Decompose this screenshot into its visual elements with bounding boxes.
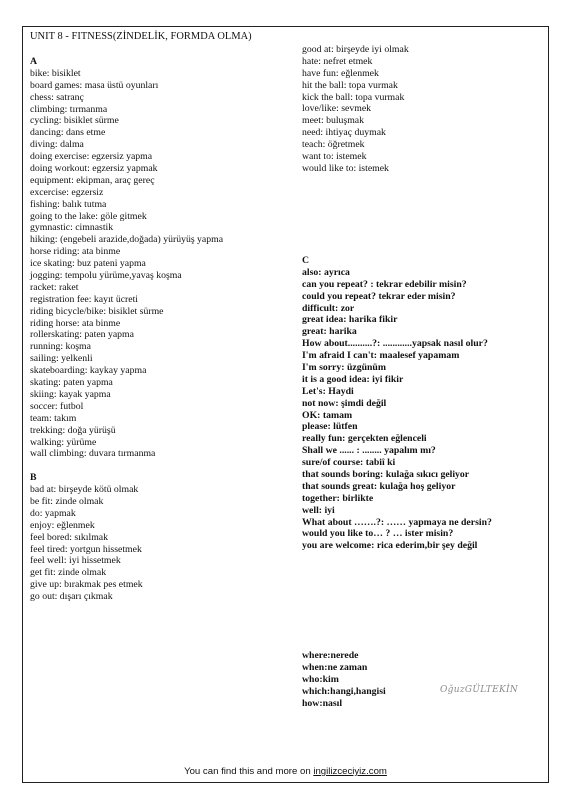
question-words-list — [302, 650, 386, 709]
phrase-item: OK: tamam — [302, 409, 353, 421]
unit-title: UNIT 8 - FITNESS(ZİNDELİK, FORMDA OLMA) — [30, 31, 252, 42]
vocab-item: rollerskating: paten yapma — [30, 329, 134, 341]
question-word-item: where:nerede — [302, 650, 359, 661]
vocab-item: running: koşma — [30, 341, 91, 353]
vocab-item: go out: dışarı çıkmak — [30, 591, 113, 603]
phrase-item: great: harika — [302, 326, 357, 338]
vocab-item: skateboarding: kaykay yapma — [30, 365, 147, 377]
vocab-item: skating: paten yapma — [30, 377, 113, 389]
vocab-item: do: yapmak — [30, 507, 76, 519]
phrase-item: could you repeat? tekrar eder misin? — [302, 290, 456, 302]
phrase-item: Shall we ...... : ........ yapalım mı? — [302, 445, 436, 457]
vocab-item: want to: istemek — [302, 151, 367, 163]
vocab-item: feel tired: yortgun hissetmek — [30, 543, 142, 555]
vocab-item: feel bored: sıkılmak — [30, 531, 108, 543]
phrase-item: that sounds boring: kulağa sıkıcı geliyor — [302, 469, 470, 481]
phrase-item: can you repeat? : tekrar edebilir misin? — [302, 278, 467, 290]
footer — [0, 766, 571, 777]
vocab-item: would like to: istemek — [302, 162, 389, 174]
question-word-item: how:nasıl — [302, 697, 343, 709]
vocab-item: bike: bisiklet — [30, 67, 81, 79]
phrase-item: sure/of course: tabiî ki — [302, 457, 396, 469]
phrase-item: great idea: harika fikir — [302, 314, 398, 326]
vocab-item: board games: masa üstü oyunları — [30, 79, 159, 91]
vocab-item: meet: buluşmak — [302, 115, 365, 127]
author-signature: OğuzGÜLTEKİN — [440, 685, 519, 695]
vocab-item: need: ihtiyaç duymak — [302, 127, 386, 139]
phrase-item: would you like to… ? … ister misin? — [302, 528, 454, 540]
phrase-item: it is a good idea: iyi fikir — [302, 373, 404, 385]
vocab-item: dancing: dans etme — [30, 127, 106, 139]
vocab-item: jogging: tempolu yürüme,yavaş koşma — [30, 270, 182, 282]
vocab-item: soccer: futbol — [30, 400, 84, 412]
vocab-item: team: takım — [30, 412, 77, 424]
vocab-item: bad at: birşeyde kötü olmak — [30, 484, 139, 496]
vocab-item: give up: bırakmak pes etmek — [30, 579, 143, 591]
vocab-item: doing workout: egzersiz yapmak — [30, 163, 158, 175]
vocab-item: feel well: iyi hissetmek — [30, 555, 121, 567]
vocab-item: equipment: ekipman, araç gereç — [30, 174, 155, 186]
vocab-item: hate: nefret etmek — [302, 55, 373, 67]
vocab-item: enjoy: eğlenmek — [30, 519, 95, 531]
vocab-item: going to the lake: göle gitmek — [30, 210, 147, 222]
phrase-item: Let's: Haydi — [302, 385, 354, 397]
vocab-item: excercise: egzersiz — [30, 186, 104, 198]
vocab-item: riding horse: ata binme — [30, 317, 121, 329]
left-column — [30, 56, 223, 603]
vocab-item: cycling: bisiklet sürme — [30, 115, 119, 127]
vocab-item: climbing: tırmanma — [30, 103, 108, 115]
vocab-item: diving: dalma — [30, 139, 84, 151]
vocab-item: good at: birşeyde iyi olmak — [302, 44, 409, 55]
vocab-item: teach: öğretmek — [302, 139, 365, 151]
phrase-item: not now: şimdi değil — [302, 397, 387, 409]
vocab-item: love/like: sevmek — [302, 103, 372, 115]
vocab-item: chess: satranç — [30, 91, 84, 103]
footer-link[interactable]: ingilizceciyiz.com — [313, 766, 387, 777]
section-b-heading: B — [30, 472, 37, 484]
phrase-item: I'm sorry: üzgünüm — [302, 362, 386, 374]
vocab-item: get fit: zinde olmak — [30, 567, 107, 579]
question-word-item: who:kim — [302, 673, 339, 685]
phrase-item: What about …….?: …… yapmaya ne dersin? — [302, 516, 492, 528]
vocab-item: trekking: doğa yürüşü — [30, 424, 116, 436]
right-column-top — [302, 44, 409, 175]
phrase-item: please: lütfen — [302, 421, 358, 433]
vocab-item: doing exercise: egzersiz yapma — [30, 151, 153, 163]
vocab-item: registration fee: kayıt ücreti — [30, 293, 139, 305]
phrase-item: I'm afraid I can't: maalesef yapamam — [302, 350, 460, 362]
vocab-item: be fit: zinde olmak — [30, 495, 104, 507]
footer-text: You can find this and more on — [184, 766, 314, 777]
vocab-item: sailing: yelkenli — [30, 353, 93, 365]
phrase-item: also: ayrıca — [302, 266, 350, 278]
phrase-item: difficult: zor — [302, 302, 355, 314]
right-column-section-c — [302, 255, 492, 552]
vocab-item: horse riding: ata binme — [30, 246, 121, 258]
vocab-item: hiking: (engebeli arazide,doğada) yürüyüş yapma — [30, 234, 224, 246]
phrase-item: you are welcome: rica ederim,bir şey değil — [302, 540, 478, 552]
section-a-heading: A — [30, 56, 38, 67]
vocab-item: walking: yürüme — [30, 436, 97, 448]
section-c-heading: C — [302, 255, 310, 266]
vocab-item: skiing: kayak yapma — [30, 388, 111, 400]
phrase-item: that sounds great: kulağa hoş geliyor — [302, 480, 456, 492]
vocab-item: gymnastic: cimnastik — [30, 222, 114, 234]
phrase-item: well: iyi — [302, 504, 335, 516]
vocab-item: ice skating: buz pateni yapma — [30, 258, 146, 270]
question-word-item: when:ne zaman — [302, 661, 368, 673]
vocab-item: hit the ball: topa vurmak — [302, 79, 398, 91]
vocab-item: fishing: balık tutma — [30, 198, 107, 210]
phrase-item: really fun: gerçekten eğlenceli — [302, 433, 427, 445]
phrase-item: How about..........?: ............yapsak nasıl olur? — [302, 338, 488, 350]
vocab-item: riding bicycle/bike: bisiklet sürme — [30, 305, 164, 317]
vocab-item: have fun: eğlenmek — [302, 67, 379, 79]
vocab-item: wall climbing: duvara tırmanma — [30, 448, 156, 460]
question-word-item: which:hangi,hangisi — [302, 685, 386, 697]
vocab-item: racket: raket — [30, 281, 79, 293]
phrase-item: together: birlikte — [302, 492, 374, 504]
vocab-item: kick the ball: topa vurmak — [302, 91, 405, 103]
